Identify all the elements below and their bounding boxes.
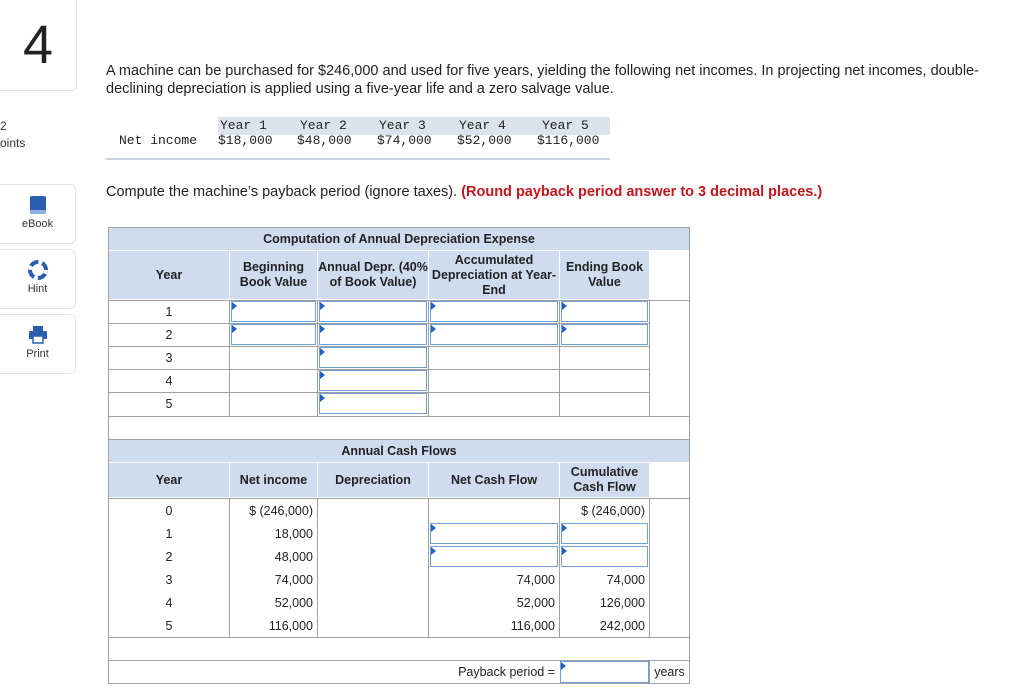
net-cash-flow-year-4: 52,000 (516, 595, 555, 610)
print-label: Print (26, 348, 49, 360)
lifebuoy-icon (28, 260, 48, 280)
cumulative-input-year-2[interactable] (561, 546, 648, 567)
net-cash-flow-header: Net Cash Flow (429, 463, 559, 497)
ebook-button[interactable] (0, 184, 76, 244)
payback-period-label: Payback period = (458, 665, 555, 679)
cash-year-header: Year (109, 463, 229, 497)
cumulative-year-0: $ (246,000) (581, 503, 645, 518)
year-3-header: Year 3 (379, 118, 426, 133)
net-income-year-5: 116,000 (268, 618, 313, 633)
problem-text: A machine can be purchased for $246,000 and used for five years, yielding the following net incomes. In projecting net incomes, double-declining depreciation is applied using a five-year life and a zero salvage value. (106, 63, 979, 97)
accumulated-depreciation-input-year-1[interactable] (430, 301, 558, 322)
net-income-year-1: 18,000 (274, 526, 313, 541)
printer-icon (28, 325, 48, 345)
net-income-header: Net income (230, 463, 317, 497)
annual-depreciation-header: Annual Depr. (40% of Book Value) (318, 251, 428, 299)
ending-book-value-input-year-1[interactable] (561, 301, 648, 322)
cash-year-0: 0 (165, 503, 173, 518)
payback-period-input[interactable] (560, 661, 649, 683)
net-cash-flow-year-3: 74,000 (516, 572, 555, 587)
hint-button[interactable] (0, 249, 76, 309)
points-value: 2 (0, 119, 7, 133)
depr-year-4: 4 (165, 374, 173, 388)
cumulative-year-5: 242,000 (599, 618, 645, 633)
instruction-rounding: (Round payback period answer to 3 decimal places.) (461, 184, 823, 200)
question-number: 4 (0, 0, 77, 91)
ending-book-value-header: Ending Book Value (560, 251, 649, 299)
ending-book-value-input-year-2[interactable] (561, 324, 648, 345)
cash-year-3: 3 (165, 572, 173, 587)
annual-depreciation-input-year-1[interactable] (319, 301, 427, 322)
instruction-text: Compute the machine’s payback period (ignore taxes). (106, 184, 458, 200)
cumulative-cash-flow-header: Cumulative Cash Flow (560, 463, 649, 497)
depr-year-1: 1 (165, 305, 173, 319)
year-3-value: $74,000 (377, 133, 432, 148)
instruction (106, 184, 822, 200)
accumulated-depreciation-input-year-2[interactable] (430, 324, 558, 345)
table-rule (106, 158, 610, 160)
year-5-header: Year 5 (542, 118, 589, 133)
depreciation-header: Depreciation (318, 463, 428, 497)
payback-period-unit: years (654, 665, 685, 679)
cash-flow-table-title: Annual Cash Flows (109, 440, 689, 462)
depreciation-table-title: Computation of Annual Depreciation Expense (109, 228, 689, 250)
cash-year-4: 4 (165, 595, 173, 610)
net-income-table (106, 117, 610, 159)
hint-label: Hint (27, 283, 48, 295)
net-cash-flow-year-5: 116,000 (510, 618, 555, 633)
net-income-year-3: 74,000 (274, 572, 313, 587)
cash-year-1: 1 (165, 526, 173, 541)
depr-year-5: 5 (165, 397, 173, 411)
accumulated-depreciation-header: Accumulated Depreciation at Year-End (429, 251, 559, 299)
ebook-label: eBook (21, 218, 54, 230)
year-column-header: Year (109, 251, 229, 299)
year-1-value: $18,000 (218, 133, 273, 148)
beginning-book-value-input-year-1[interactable] (231, 301, 316, 322)
points-label (0, 119, 26, 150)
book-icon (29, 195, 47, 215)
cumulative-year-4: 126,000 (599, 595, 645, 610)
year-2-header: Year 2 (300, 118, 347, 133)
depr-year-2: 2 (165, 328, 173, 342)
net-income-label: Net income (119, 133, 198, 148)
cash-year-5: 5 (165, 618, 173, 633)
annual-depreciation-input-year-3[interactable] (319, 347, 427, 368)
depr-year-3: 3 (165, 351, 173, 365)
net-income-year-4: 52,000 (274, 595, 313, 610)
cumulative-year-3: 74,000 (606, 572, 645, 587)
year-1-header: Year 1 (220, 118, 267, 133)
beginning-book-value-header: Beginning Book Value (230, 251, 317, 299)
net-income-year-2: 48,000 (274, 549, 313, 564)
year-4-value: $52,000 (457, 133, 512, 148)
year-5-value: $116,000 (537, 133, 600, 148)
annual-depreciation-input-year-2[interactable] (319, 324, 427, 345)
cash-year-2: 2 (165, 549, 173, 564)
net-income-year-0: $ (246,000) (249, 503, 313, 518)
points-text: oints (0, 136, 26, 150)
annual-depreciation-input-year-4[interactable] (319, 370, 427, 391)
year-4-header: Year 4 (459, 118, 506, 133)
annual-depreciation-input-year-5[interactable] (319, 393, 427, 414)
year-2-value: $48,000 (297, 133, 352, 148)
beginning-book-value-input-year-2[interactable] (231, 324, 316, 345)
cumulative-input-year-1[interactable] (561, 523, 648, 544)
net-cash-flow-input-year-1[interactable] (430, 523, 558, 544)
print-button[interactable] (0, 314, 76, 374)
net-cash-flow-input-year-2[interactable] (430, 546, 558, 567)
